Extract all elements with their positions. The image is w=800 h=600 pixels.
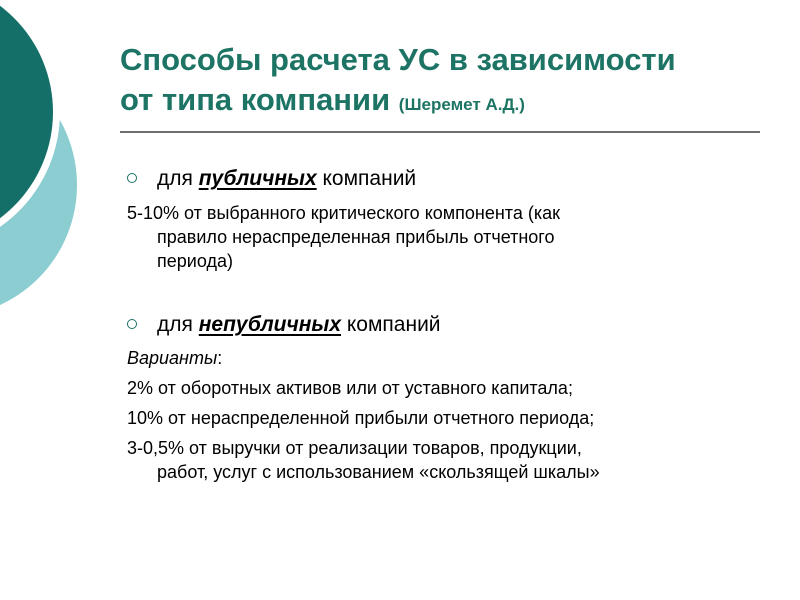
- public-description-line-1: 5-10% от выбранного критического компонента (как: [127, 203, 561, 223]
- bullet-public-emphasis: публичных: [198, 167, 317, 190]
- bullet-nonpublic: [127, 312, 441, 338]
- title-line-1: Способы расчета УС в зависимости: [120, 42, 676, 77]
- public-description: [127, 201, 747, 273]
- variants-label-text: Варианты: [127, 348, 218, 368]
- public-description-line-3: периода): [157, 251, 233, 271]
- public-description-line-2: правило нераспределенная прибыль отчетного: [157, 227, 555, 247]
- variant-2: [127, 406, 747, 430]
- variant-2-text: 10% от нераспределенной прибыли отчетного периода;: [127, 408, 595, 428]
- variant-3-line-2: работ, услуг с использованием «скользящей шкалы»: [157, 462, 600, 482]
- bullet-public-prefix: для: [157, 167, 193, 190]
- variants-label-line: [127, 346, 747, 370]
- title-line-2: от типа компании: [120, 82, 391, 117]
- bullet-public-text: [157, 167, 416, 190]
- variant-1: [127, 376, 747, 400]
- title-author: (Шеремет А.Д.): [398, 95, 525, 114]
- hollow-circle-bullet-icon: [127, 319, 137, 329]
- bullet-nonpublic-suffix: компаний: [346, 313, 441, 336]
- bullet-nonpublic-text: [157, 313, 441, 336]
- bullet-public: [127, 166, 416, 192]
- hollow-circle-bullet-icon: [127, 173, 137, 183]
- variants-label: [127, 346, 747, 370]
- variant-3: [127, 436, 747, 484]
- bullet-nonpublic-prefix: для: [157, 313, 193, 336]
- variants-label-colon: :: [217, 348, 223, 368]
- bullet-public-suffix: компаний: [322, 167, 417, 190]
- bullet-nonpublic-emphasis: непубличных: [198, 313, 342, 336]
- variant-3-line-1: 3-0,5% от выручки от реализации товаров, продукции,: [127, 438, 582, 458]
- variant-1-text: 2% от оборотных активов или от уставного капитала;: [127, 378, 573, 398]
